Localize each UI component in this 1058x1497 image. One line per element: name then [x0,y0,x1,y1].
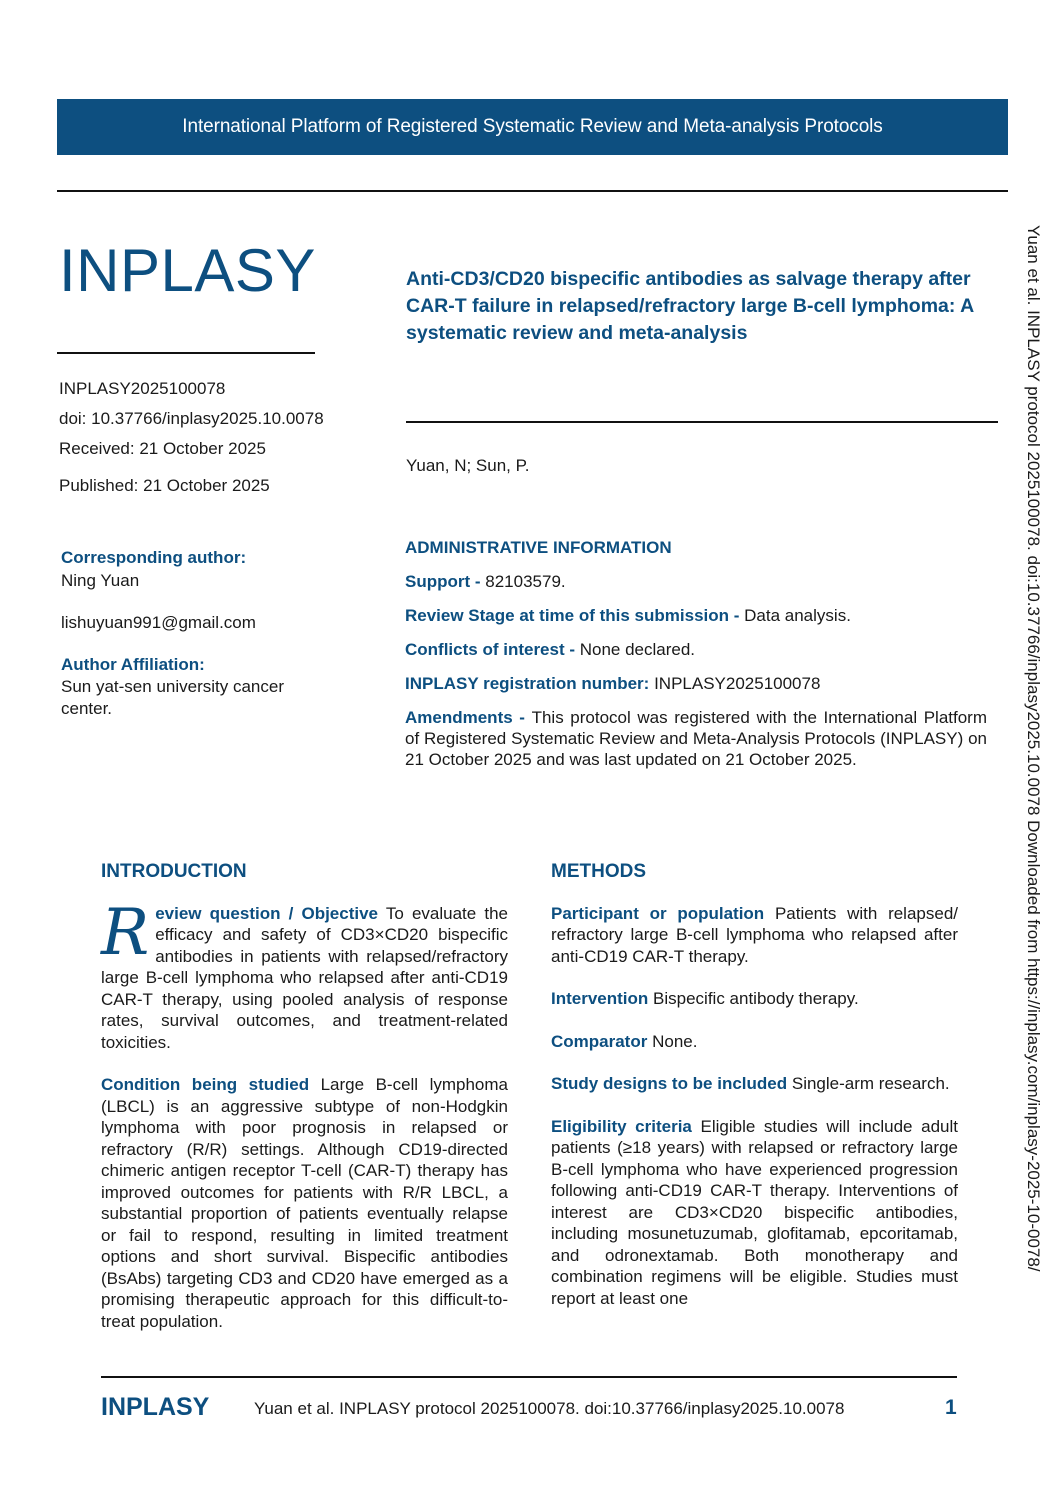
registration-value: INPLASY2025100078 [654,674,821,693]
conflicts-label: Conflicts of interest - [405,640,580,659]
amendments-label: Amendments - [405,708,532,727]
logo-divider [57,352,315,354]
condition-text: Large B-cell lymphoma (LBCL) is an aggressive subtype of non-Hodgkin lymphoma with poor prognosis in relapsed or refractory (R/R) settings. Although CD19-directed chimeric antigen receptor T-cell (CAR-T) therapy has improved outcomes for patients with R/R LBCL, a substantial proportion of patients eventually relapse or fail to respond, resulting in limited treatment options and short survival. Bispecific antibodies (BsAbs) targeting CD3 and CD20 have emerged as a promising therapeutic approach for this difficult-to-treat population. [101,1075,509,1331]
admin-amendments [405,707,987,770]
condition-label: Condition being studied [101,1075,310,1094]
page-number: 1 [945,1396,957,1419]
support-label: Support - [405,572,486,591]
review-question-text: To evaluate the efficacy and safety of CD3×CD20 bispecific antibodies in patients with relapsed/refractory large B-cell lymphoma who relapsed after anti-CD19 CAR-T therapy, using pooled analysis of response rates, survival outcomes, and treatment-related toxicities. [101,903,508,1052]
affiliation-label: Author Affiliation: [61,655,205,674]
footer-logo: INPLASY [101,1393,210,1421]
drop-cap: R [101,895,150,970]
comparator-label: Comparator [551,1031,648,1051]
eligibility-text: Eligible studies will include adult patients (≥18 years) with relapsed or refractory large B-cell lymphoma who have experienced progression following anti-CD19 CAR-T therapy. Interventions of interest are CD3×CD20 bispecific antibodies, including mosunetuzumab, glofitamab, epcoritamab, and odronextamab. Both monotherapy and combination regimens will be eligible. Studies must report at least one [551,1116,958,1308]
top-divider [57,190,1008,192]
condition-paragraph [101,1074,508,1332]
participants-text: Patients with relapsed/ refractory large B-cell lymphoma who relapsed after anti-CD19 CAR-T therapy. [551,903,959,966]
paper-title: Anti-CD3/CD20 bispecific antibodies as salvage therapy after CAR-T failure in relapsed/refractory large B-cell lymphoma: A systematic review and meta-analysis [406,268,974,344]
eligibility-label: Eligibility criteria [551,1116,692,1136]
corresponding-author-label: Corresponding author: [61,548,247,567]
title-divider [406,421,998,423]
published-date: Published: 21 October 2025 [59,476,270,495]
footer-citation: Yuan et al. INPLASY protocol 2025100078. doi:10.37766/inplasy2025.10.0078 [254,1399,845,1418]
doi[interactable]: doi: 10.37766/inplasy2025.10.0078 [59,409,324,428]
received-date: Received: 21 October 2025 [59,439,266,458]
header-banner: International Platform of Registered Systematic Review and Meta-analysis Protocols [57,99,1008,155]
methods-eligibility [551,1116,958,1310]
admin-heading: ADMINISTRATIVE INFORMATION [405,538,672,557]
registration-id: INPLASY2025100078 [59,379,226,398]
admin-support [405,571,987,592]
admin-registration [405,673,987,694]
intervention-label: Intervention [551,989,649,1008]
methods-participants [551,903,958,968]
affiliation-text: Sun yat-sen university cancer center. [61,677,284,718]
comparator-text: None. [647,1031,698,1051]
participants-label: Participant or population [551,903,765,923]
support-value: 82103579. [485,572,566,591]
registration-label: INPLASY registration number: [405,674,655,693]
methods-intervention [551,988,958,1010]
methods-heading: METHODS [551,861,646,882]
introduction-column [101,861,508,1353]
authors: Yuan, N; Sun, P. [406,456,530,475]
conflicts-value: None declared. [579,640,696,659]
methods-comparator [551,1031,958,1053]
study-designs-label: Study designs to be included [551,1074,788,1093]
methods-study-designs [551,1073,958,1095]
review-stage-value: Data analysis. [744,606,851,625]
admin-review-stage [405,605,987,626]
corresponding-author-email[interactable]: lishuyuan991@gmail.com [61,613,256,632]
administrative-information [405,538,987,783]
footer-divider [101,1376,957,1378]
study-designs-text: Single-arm research. [787,1074,950,1093]
amendments-value: This protocol was registered with the International Platform of Registered Systematic Review and Meta-Analysis Protocols (INPLASY) on 21 October 2025 and was last updated on 21 October 2025. [405,708,987,769]
review-question-label: eview question / Objective [155,903,379,923]
download-watermark: Yuan et al. INPLASY protocol 2025100078. doi:10.37766/inplasy2025.10.0078 Downloaded from https://inplasy.com/inplasy-2025-10-0078/ [1024,225,1043,1272]
intervention-text: Bispecific antibody therapy. [648,989,859,1008]
corresponding-author-name: Ning Yuan [61,571,140,590]
inplasy-logo: INPLASY [59,237,316,304]
methods-column [551,861,958,1330]
review-stage-label: Review Stage at time of this submission - [405,606,745,625]
admin-conflicts [405,639,987,660]
introduction-heading: INTRODUCTION [101,861,247,882]
review-question-paragraph [101,895,508,1054]
